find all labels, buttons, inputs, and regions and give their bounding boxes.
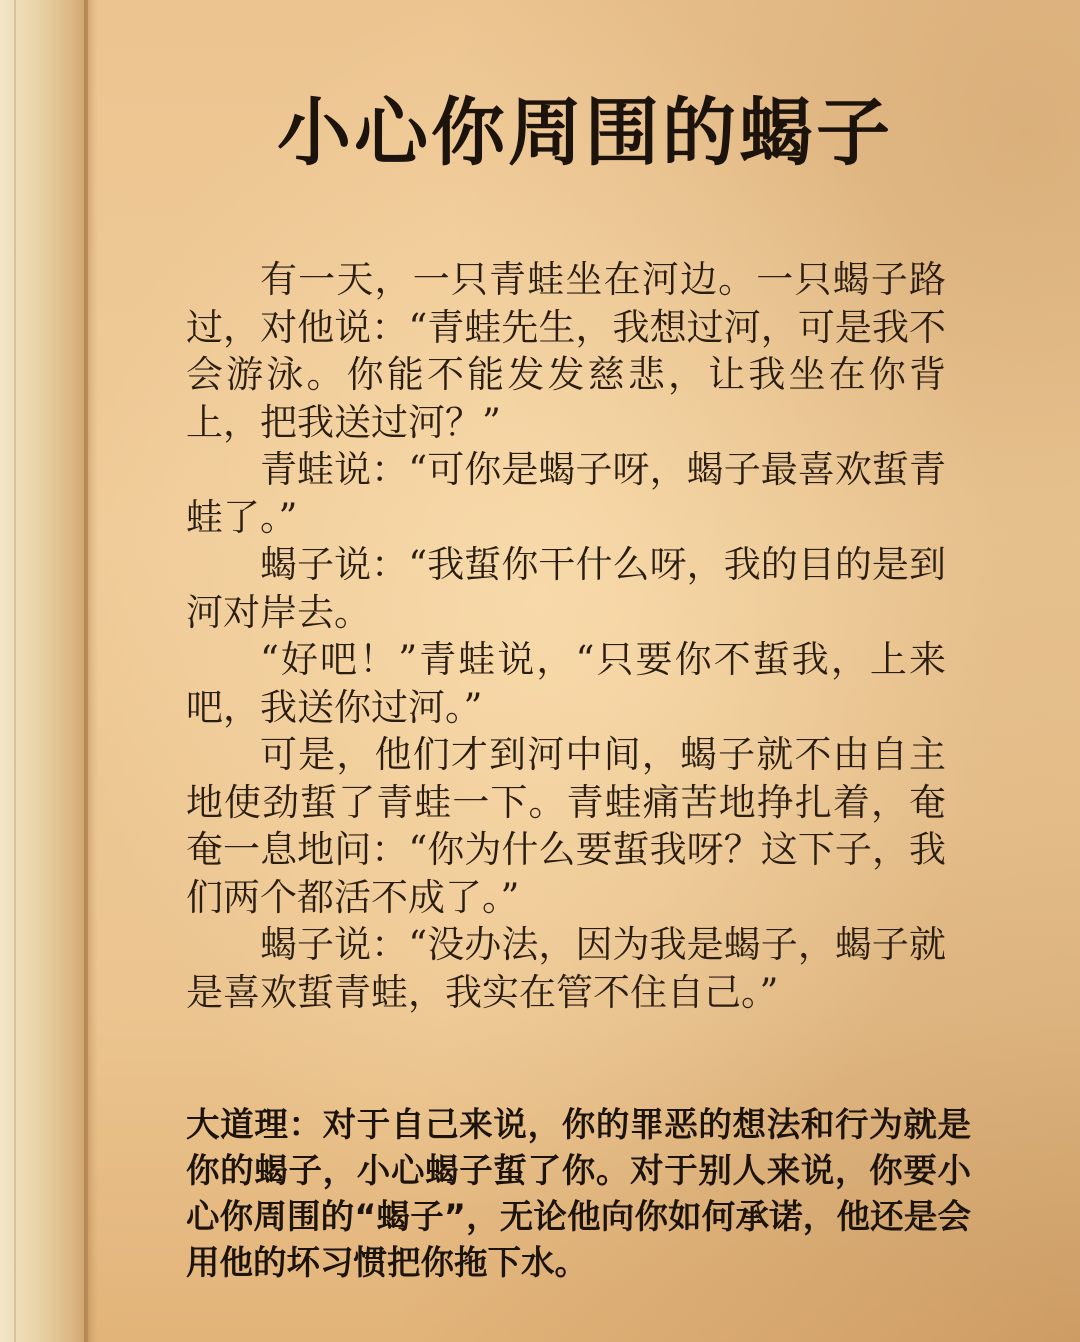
story-paragraph: 青蛙说：“可你是蝎子呀，蝎子最喜欢蜇青蛙了。” (186, 448, 946, 539)
story-paragraph: 蝎子说：“我蜇你干什么呀，我的目的是到河对岸去。 (186, 543, 946, 634)
story-paragraph: 可是，他们才到河中间，蝎子就不由自主地使劲蜇了青蛙一下。青蛙痛苦地挣扎着，奄奄一息地问：“你为什么要蜇我呀？这下子，我们两个都活不成了。” (186, 733, 946, 919)
story-paragraph: 蝎子说：“没办法，因为我是蝎子，蝎子就是喜欢蜇青蛙，我实在管不住自己。” (186, 923, 946, 1014)
moral-text: 大道理：对于自己来说，你的罪恶的想法和行为就是你的蝎子，小心蝎子蜇了你。对于别人来说，你要小心你周围的“蝎子”，无论他向你如何承诺，他还是会用他的坏习惯把你拖下水。 (186, 1105, 971, 1282)
spine-edge-line (14, 0, 16, 1342)
story-body (186, 256, 946, 1016)
story-paragraph: 有一天，一只青蛙坐在河边。一只蝎子路过，对他说：“青蛙先生，我想过河，可是我不会游泳。你能不能发发慈悲，让我坐在你背上，把我送过河？” (186, 258, 946, 444)
story-paragraph: “好吧！”青蛙说，“只要你不蜇我，上来吧，我送你过河。” (186, 638, 946, 729)
page-title: 小心你周围的蝎子 (277, 90, 893, 176)
spine-fold-shadow (84, 0, 98, 1342)
